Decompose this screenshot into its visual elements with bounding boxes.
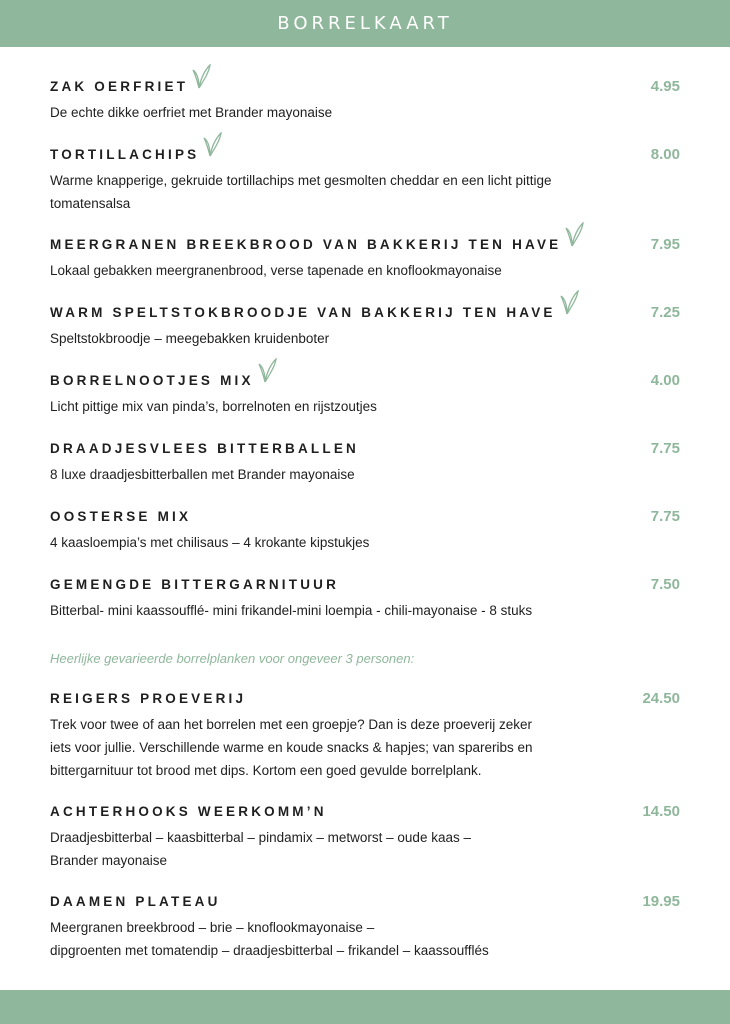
description-line: 8 luxe draadjesbitterballen met Brander mayonaise (50, 467, 355, 482)
description-line: tomatensalsa (50, 196, 131, 211)
menu-item-price: 4.95 (650, 78, 680, 95)
menu-item (50, 576, 680, 622)
description-line: Draadjesbitterbal – kaasbitterbal – pindamix – metworst – oude kaas – (50, 830, 471, 845)
menu-item-price: 8.00 (650, 146, 680, 163)
description-line: Trek voor twee of aan het borrelen met een groepje? Dan is deze proeverij zeker (50, 717, 533, 732)
menu-item-name: BORRELNOOTJES MIX (50, 373, 254, 388)
menu-item-header (50, 236, 680, 254)
menu-item-price: 7.50 (650, 576, 680, 593)
menu-item-header (50, 372, 680, 390)
menu-item-name: ZAK OERFRIET (50, 79, 189, 94)
description-line: Bitterbal- mini kaassoufflé- mini frikandel-mini loempia - chili-mayonaise - 8 stuks (50, 603, 533, 618)
menu-item-description (50, 327, 615, 350)
menu-item (50, 440, 680, 486)
menu-item-price: 14.50 (642, 803, 680, 820)
description-line: 4 kaasloempia’s met chilisaus – 4 krokante kipstukjes (50, 535, 370, 550)
menu-item (50, 78, 680, 124)
page-title: BORRELKAART (277, 13, 453, 34)
menu-item-description (50, 531, 615, 554)
menu-item-header (50, 576, 680, 594)
menu-item (50, 508, 680, 554)
menu-item-name: DRAADJESVLEES BITTERBALLEN (50, 441, 359, 456)
menu-item-name: ACHTERHOOKS WEERKOMM’N (50, 804, 327, 819)
menu-item-price: 7.75 (650, 508, 680, 525)
description-line: Speltstokbroodje – meegebakken kruidenboter (50, 331, 330, 346)
menu-item-description (50, 713, 615, 782)
description-line: Meergranen breekbrood – brie – knoflookmayonaise – (50, 920, 375, 935)
menu-item-name: WARM SPELTSTOKBROODJE VAN BAKKERIJ TEN HAVE (50, 305, 556, 320)
menu-item (50, 690, 680, 782)
menu-item-description (50, 826, 615, 872)
menu-item-header (50, 690, 680, 708)
menu-item-price: 7.75 (650, 440, 680, 457)
menu-item-name: DAAMEN PLATEAU (50, 894, 221, 909)
description-line: iets voor jullie. Verschillende warme en koude snacks & hapjes; van spareribs en (50, 740, 533, 755)
menu-item-header (50, 803, 680, 821)
menu-item-description (50, 916, 615, 962)
menu-item-price: 19.95 (642, 893, 680, 910)
menu-item-header (50, 146, 680, 164)
menu-item (50, 372, 680, 418)
menu-item-header (50, 440, 680, 458)
vegetarian-leaf-icon (203, 132, 223, 158)
description-line: Warme knapperige, gekruide tortillachips met gesmolten cheddar en een licht pittige (50, 173, 552, 188)
footer-bar (0, 990, 730, 1024)
menu-item-description (50, 463, 615, 486)
menu-item-name: OOSTERSE MIX (50, 509, 192, 524)
vegetarian-leaf-icon (560, 290, 580, 316)
description-line: Lokaal gebakken meergranenbrood, verse tapenade en knoflookmayonaise (50, 263, 502, 278)
menu-item (50, 803, 680, 872)
description-line: dipgroenten met tomatendip – draadjesbitterbal – frikandel – kaassoufflés (50, 943, 489, 958)
menu-item-price: 7.25 (650, 304, 680, 321)
menu-item-price: 7.95 (650, 236, 680, 253)
menu-item (50, 893, 680, 962)
menu-item-name: TORTILLACHIPS (50, 147, 200, 162)
menu-item-header (50, 893, 680, 911)
menu-item-description (50, 259, 615, 282)
platters-intro: Heerlijke gevarieerde borrelplanken voor ongeveer 3 personen: (50, 651, 415, 666)
vegetarian-leaf-icon (192, 64, 212, 90)
menu-item (50, 304, 680, 350)
menu-item-description (50, 599, 615, 622)
menu-item-description (50, 395, 615, 418)
vegetarian-leaf-icon (258, 358, 278, 384)
menu-item-name: MEERGRANEN BREEKBROOD VAN BAKKERIJ TEN HAVE (50, 237, 562, 252)
menu-item-description (50, 101, 615, 124)
description-line: De echte dikke oerfriet met Brander mayonaise (50, 105, 333, 120)
menu-item-description (50, 169, 615, 215)
menu-item-price: 4.00 (650, 372, 680, 389)
menu-item-name: GEMENGDE BITTERGARNITUUR (50, 577, 340, 592)
header-bar (0, 0, 730, 47)
menu-item-header (50, 78, 680, 96)
menu-item (50, 146, 680, 215)
vegetarian-leaf-icon (565, 222, 585, 248)
description-line: bittergarnituur tot brood met dips. Kortom een goed gevulde borrelplank. (50, 763, 482, 778)
description-line: Brander mayonaise (50, 853, 168, 868)
menu-item (50, 236, 680, 282)
menu-item-name: REIGERS PROEVERIJ (50, 691, 247, 706)
menu-item-header (50, 304, 680, 322)
menu-item-price: 24.50 (642, 690, 680, 707)
description-line: Licht pittige mix van pinda’s, borrelnoten en rijstzoutjes (50, 399, 377, 414)
menu-item-header (50, 508, 680, 526)
